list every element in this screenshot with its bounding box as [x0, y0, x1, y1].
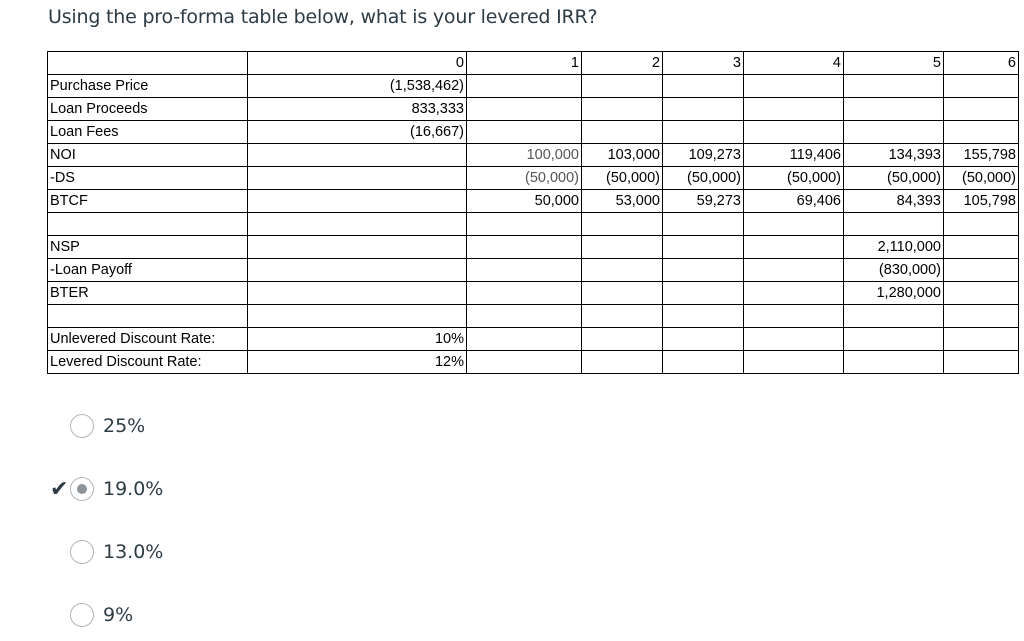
value-cell: 84,393	[844, 190, 944, 213]
value-cell	[582, 121, 663, 144]
value-cell	[582, 328, 663, 351]
value-cell	[582, 236, 663, 259]
value-cell: 103,000	[582, 144, 663, 167]
radio-button[interactable]	[70, 603, 94, 627]
value-cell	[663, 236, 744, 259]
value-cell	[844, 213, 944, 236]
table-row	[48, 351, 1019, 374]
value-cell: 833,333	[248, 98, 467, 121]
answer-label: 9%	[103, 604, 134, 626]
row-label-cell: BTCF	[48, 190, 248, 213]
value-cell: 1	[467, 52, 582, 75]
value-cell: 119,406	[744, 144, 844, 167]
value-cell	[467, 305, 582, 328]
value-cell	[582, 305, 663, 328]
value-cell: 2,110,000	[844, 236, 944, 259]
value-cell	[663, 328, 744, 351]
value-cell: 100,000	[467, 144, 582, 167]
value-cell: 10%	[248, 328, 467, 351]
value-cell	[582, 98, 663, 121]
table-row	[48, 259, 1019, 282]
row-label-cell: NSP	[48, 236, 248, 259]
value-cell	[944, 282, 1019, 305]
table-row	[48, 236, 1019, 259]
value-cell	[467, 213, 582, 236]
value-cell: 0	[248, 52, 467, 75]
value-cell	[944, 236, 1019, 259]
value-cell: 155,798	[944, 144, 1019, 167]
value-cell	[467, 75, 582, 98]
value-cell	[663, 121, 744, 144]
value-cell: (830,000)	[844, 259, 944, 282]
value-cell	[467, 121, 582, 144]
value-cell	[744, 351, 844, 374]
row-label-cell	[48, 305, 248, 328]
pro-forma-table	[47, 51, 1019, 374]
value-cell: 5	[844, 52, 944, 75]
value-cell	[944, 305, 1019, 328]
value-cell: 53,000	[582, 190, 663, 213]
value-cell: 134,393	[844, 144, 944, 167]
value-cell	[467, 98, 582, 121]
row-label-cell: -Loan Payoff	[48, 259, 248, 282]
value-cell	[582, 213, 663, 236]
value-cell	[844, 328, 944, 351]
row-label-cell: Purchase Price	[48, 75, 248, 98]
value-cell: 69,406	[744, 190, 844, 213]
value-cell	[663, 213, 744, 236]
value-cell	[944, 328, 1019, 351]
value-cell: 59,273	[663, 190, 744, 213]
value-cell	[844, 75, 944, 98]
value-cell: (50,000)	[582, 167, 663, 190]
answer-label: 19.0%	[103, 478, 164, 500]
value-cell	[467, 236, 582, 259]
value-cell	[944, 75, 1019, 98]
value-cell	[582, 75, 663, 98]
value-cell: 1,280,000	[844, 282, 944, 305]
answer-label: 25%	[103, 415, 146, 437]
radio-button[interactable]	[70, 540, 94, 564]
value-cell	[663, 305, 744, 328]
row-label-cell: BTER	[48, 282, 248, 305]
row-label-cell: Loan Fees	[48, 121, 248, 144]
value-cell	[467, 282, 582, 305]
row-label-cell: NOI	[48, 144, 248, 167]
row-label-cell: Levered Discount Rate:	[48, 351, 248, 374]
table-row	[48, 121, 1019, 144]
question-text: Using the pro-forma table below, what is your levered IRR?	[48, 6, 598, 28]
value-cell	[844, 351, 944, 374]
value-cell	[844, 121, 944, 144]
value-cell: 6	[944, 52, 1019, 75]
value-cell: 4	[744, 52, 844, 75]
value-cell	[663, 75, 744, 98]
value-cell: (1,538,462)	[248, 75, 467, 98]
value-cell	[744, 98, 844, 121]
value-cell	[744, 75, 844, 98]
table-row	[48, 98, 1019, 121]
table-header-row	[48, 52, 1019, 75]
value-cell	[744, 121, 844, 144]
value-cell: (50,000)	[944, 167, 1019, 190]
value-cell: 50,000	[467, 190, 582, 213]
value-cell	[582, 282, 663, 305]
value-cell	[248, 236, 467, 259]
value-cell	[467, 328, 582, 351]
answer-label: 13.0%	[103, 541, 164, 563]
value-cell	[248, 167, 467, 190]
value-cell	[844, 305, 944, 328]
value-cell: 109,273	[663, 144, 744, 167]
value-cell	[582, 351, 663, 374]
value-cell	[944, 259, 1019, 282]
value-cell: (50,000)	[467, 167, 582, 190]
value-cell	[944, 121, 1019, 144]
value-cell	[248, 144, 467, 167]
value-cell	[944, 351, 1019, 374]
table-row	[48, 75, 1019, 98]
value-cell	[944, 213, 1019, 236]
value-cell: (50,000)	[844, 167, 944, 190]
value-cell	[744, 328, 844, 351]
value-cell	[248, 259, 467, 282]
value-cell	[467, 351, 582, 374]
value-cell	[467, 259, 582, 282]
table-row	[48, 282, 1019, 305]
row-label-cell: -DS	[48, 167, 248, 190]
value-cell	[663, 98, 744, 121]
table-row	[48, 213, 1019, 236]
table-row	[48, 144, 1019, 167]
table-row	[48, 190, 1019, 213]
value-cell	[744, 259, 844, 282]
value-cell	[248, 190, 467, 213]
value-cell	[944, 98, 1019, 121]
table-row	[48, 305, 1019, 328]
value-cell	[744, 282, 844, 305]
row-label-cell	[48, 213, 248, 236]
value-cell: (50,000)	[744, 167, 844, 190]
checkmark-icon: ✔	[50, 476, 69, 501]
value-cell: 2	[582, 52, 663, 75]
value-cell: (50,000)	[663, 167, 744, 190]
value-cell	[744, 236, 844, 259]
value-cell: 3	[663, 52, 744, 75]
row-label-cell: Unlevered Discount Rate:	[48, 328, 248, 351]
value-cell	[582, 259, 663, 282]
value-cell	[248, 282, 467, 305]
value-cell: 12%	[248, 351, 467, 374]
table-row	[48, 167, 1019, 190]
value-cell	[248, 213, 467, 236]
value-cell	[744, 213, 844, 236]
value-cell	[663, 282, 744, 305]
row-label-cell	[48, 52, 248, 75]
value-cell: (16,667)	[248, 121, 467, 144]
value-cell	[844, 98, 944, 121]
value-cell	[663, 259, 744, 282]
value-cell	[744, 305, 844, 328]
value-cell: 105,798	[944, 190, 1019, 213]
value-cell	[248, 305, 467, 328]
radio-button[interactable]	[70, 477, 94, 501]
value-cell	[663, 351, 744, 374]
table-row	[48, 328, 1019, 351]
row-label-cell: Loan Proceeds	[48, 98, 248, 121]
radio-button[interactable]	[70, 414, 94, 438]
